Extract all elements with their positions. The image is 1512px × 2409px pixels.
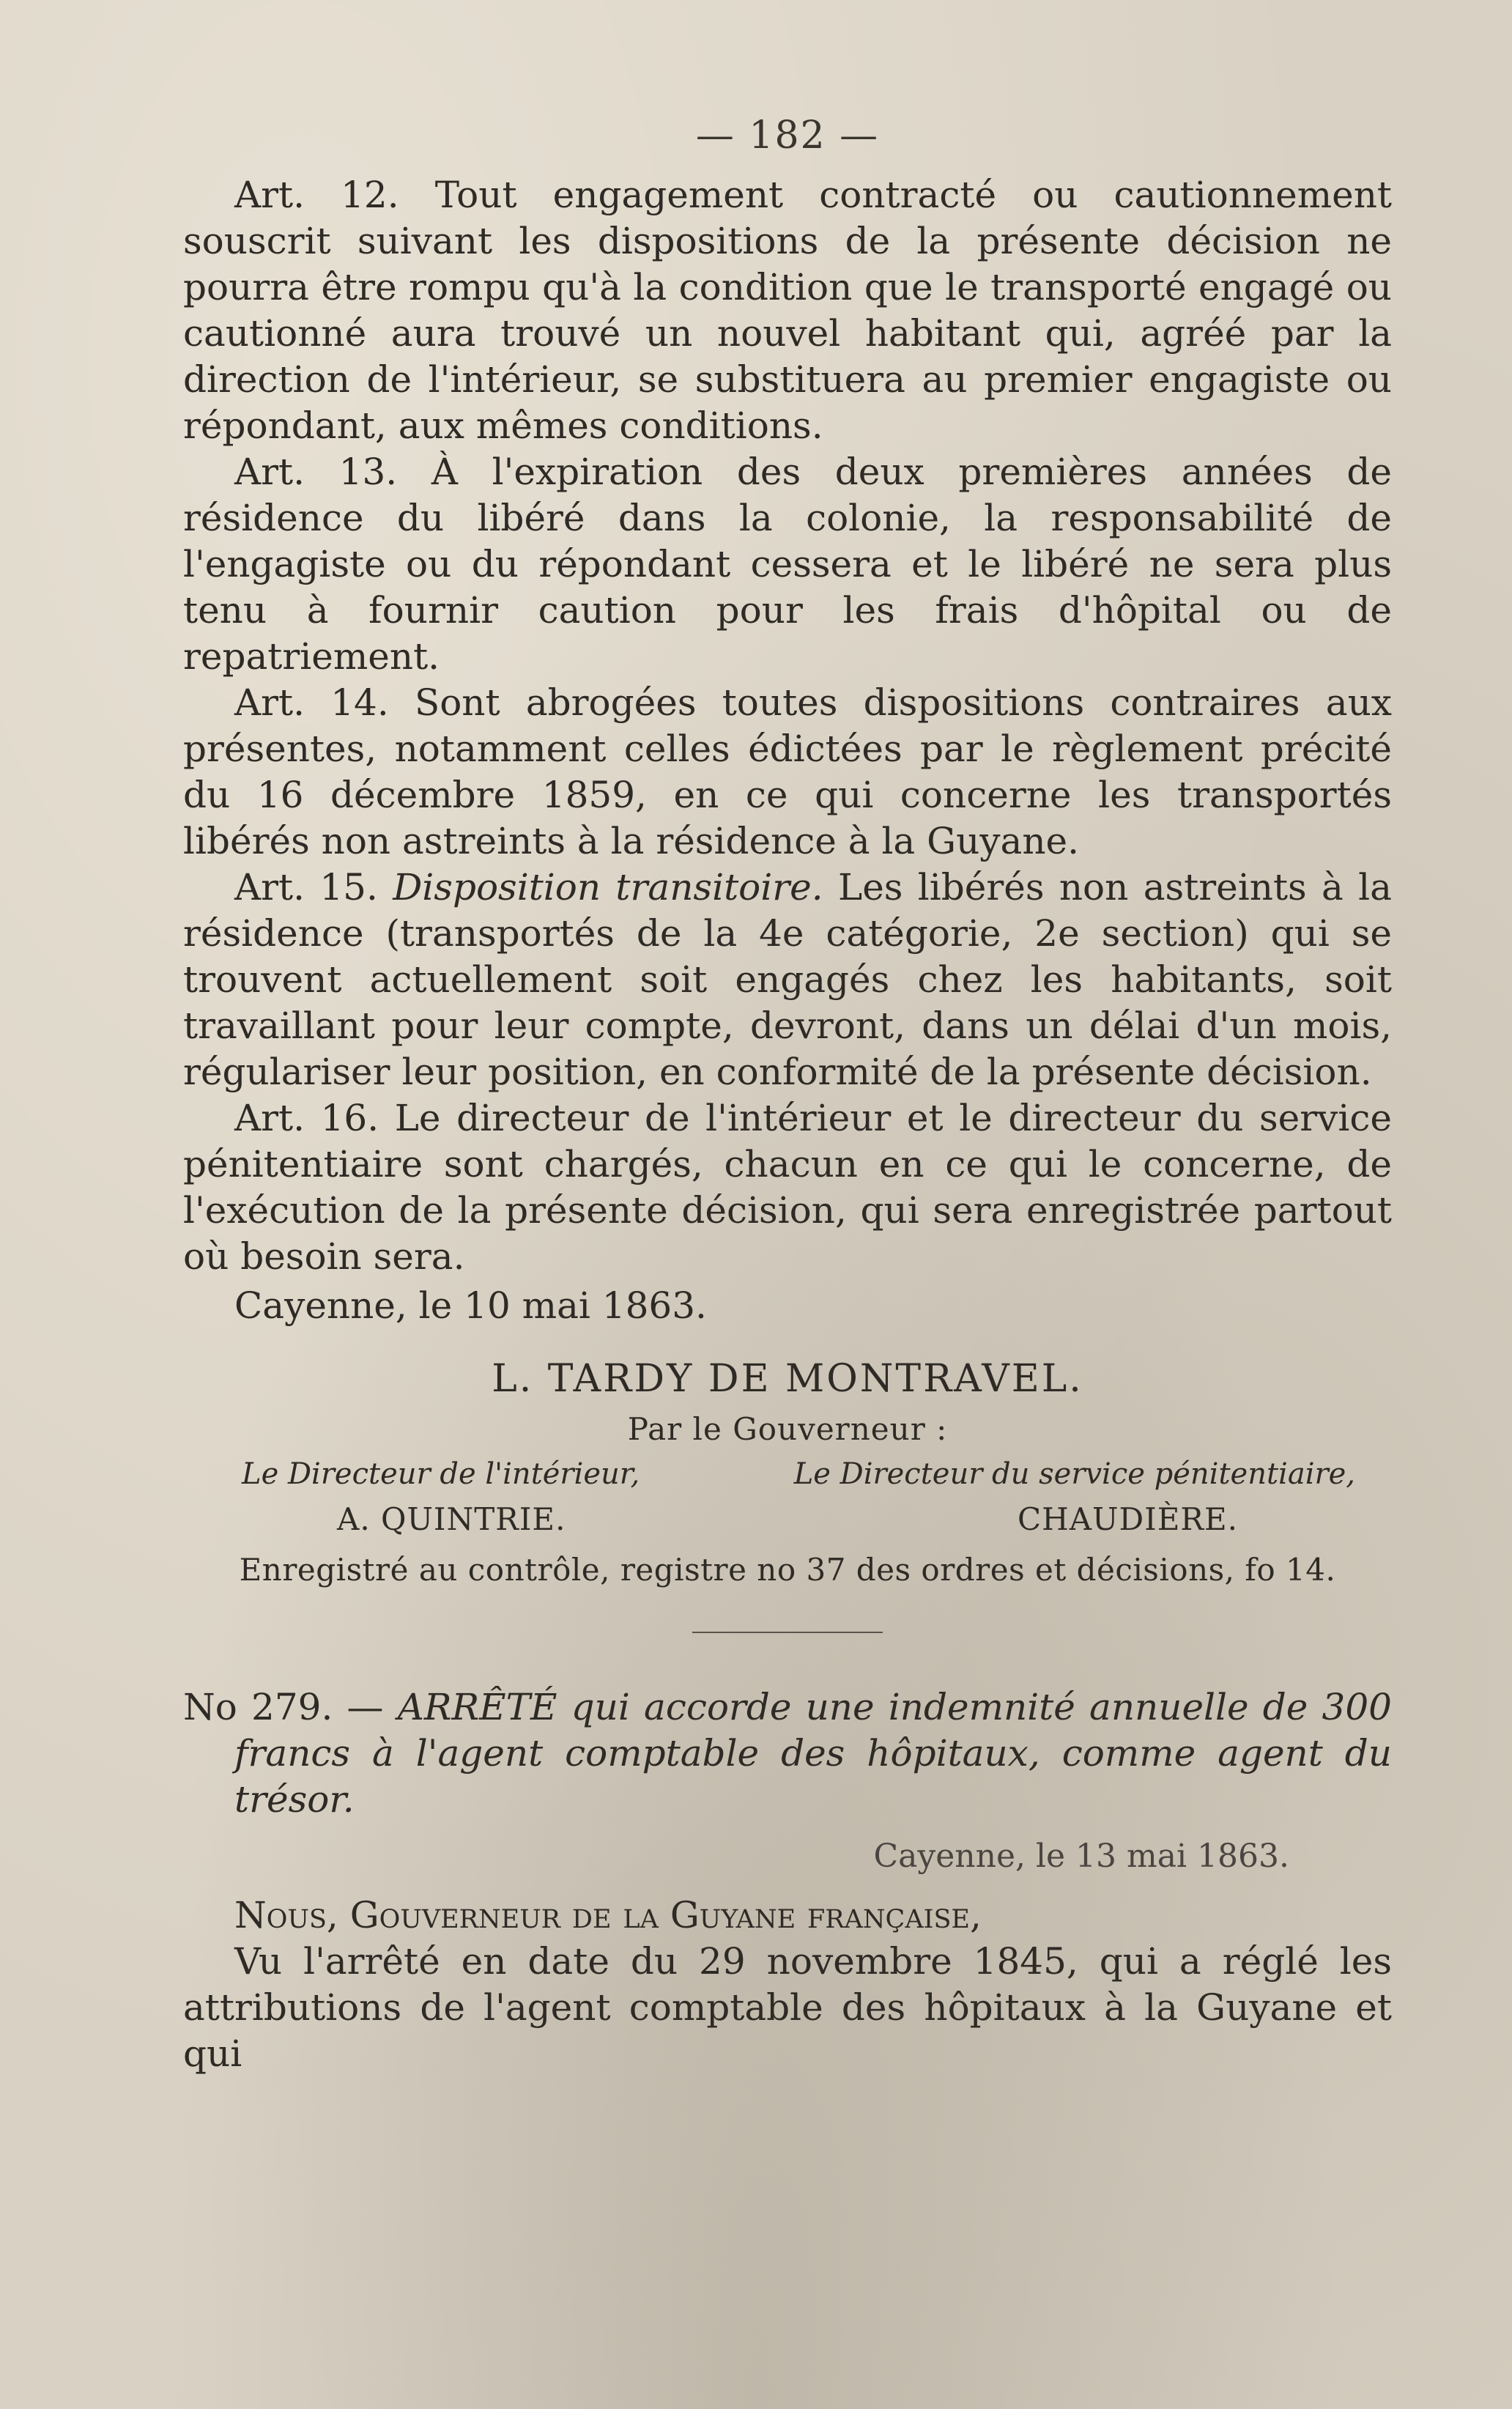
registry-note: Enregistré au contrôle, registre no 37 des ordres et décisions, fo 14. — [239, 1552, 1336, 1588]
arrete-vu-text: Vu l'arrêté en date du 29 novembre 1845, qui a réglé les attributions de l'agent comptable des hôpitaux à la Guyane et qui — [183, 1940, 1392, 2075]
article-15 — [183, 865, 1392, 1095]
article-text: Tout engagement contracté ou cautionnement souscrit suivant les dispositions de la présente décision ne pourra être rompu qu'à la condition que le transporté engagé ou cautionné aura trouvé un nouvel habitant qui, agréé par la direction de l'intérieur, se substituera au premier engagiste ou répondant, aux mêmes conditions. — [183, 174, 1392, 447]
arrete-date: Cayenne, le 13 mai 1863. — [873, 1838, 1289, 1875]
article-text: Sont abrogées toutes dispositions contraires aux présentes, notamment celles édictées par le règlement précité du 16 décembre 1859, en ce qui concerne les transportés libérés non astreints à la résidence à la Guyane. — [183, 681, 1393, 862]
article-16 — [183, 1095, 1392, 1280]
penitentiary-director-name: CHAUDIÈRE. — [1017, 1501, 1238, 1537]
officer-names — [183, 1501, 1392, 1537]
article-text: À l'expiration des deux premières années de résidence du libéré dans la colonie, la responsabilité de l'engagiste ou du répondant cessera et le libéré ne sera plus tenu à fournir caution pour les frais d'hôpital ou de repatriement. — [183, 451, 1392, 678]
article-12 — [183, 172, 1392, 449]
arrete-vu — [183, 1939, 1392, 2077]
dateline: Cayenne, le 10 mai 1863. — [234, 1284, 707, 1327]
article-14 — [183, 680, 1392, 865]
article-label: Art. 14. — [234, 681, 389, 724]
arrete-title: ARRÊTÉ qui accorde une indemnité annuelle de 300 francs à l'agent comptable des hôpitaux, comme agent du trésor. — [234, 1686, 1392, 1821]
officer-titles — [183, 1457, 1392, 1491]
document-page — [183, 114, 1392, 2077]
arrete-number: No 279. — — [183, 1686, 384, 1728]
article-label: Art. 15. — [234, 866, 378, 909]
article-label: Art. 16. — [234, 1097, 379, 1139]
article-text: Les libérés non astreints à la résidence (transportés de la 4e catégorie, 2e section) qui se trouvent actuellement soit engagés chez les habitants, soit travaillant pour leur compte, devront, dans un délai d'un mois, régulariser leur position, en conformité de la présente décision. — [183, 866, 1392, 1093]
arrete-intro — [183, 1892, 1392, 1939]
article-text: Le directeur de l'intérieur et le directeur du service pénitentiaire sont chargés, chacun en ce qui le concerne, de l'exécution de la présente décision, qui sera enregistrée partout où besoin sera. — [183, 1097, 1393, 1278]
page-number: — 182 — — [695, 114, 880, 158]
article-label: Art. 12. — [234, 174, 399, 216]
interior-director-title: Le Directeur de l'intérieur, — [242, 1457, 640, 1491]
article-subtitle: Disposition transitoire. — [393, 866, 823, 909]
governor-signature: L. TARDY DE MONTRAVEL. — [492, 1357, 1083, 1401]
arrete-intro-text: Nous, Gouverneur de la Guyane française, — [234, 1894, 982, 1936]
interior-director-name: A. QUINTRIE. — [337, 1501, 566, 1537]
section-divider — [692, 1632, 883, 1633]
arrete-heading — [183, 1684, 1392, 1823]
penitentiary-director-title: Le Directeur du service pénitentiaire, — [793, 1457, 1355, 1491]
article-label: Art. 13. — [234, 451, 398, 493]
article-13 — [183, 449, 1392, 680]
par-le-gouverneur: Par le Gouverneur : — [627, 1411, 948, 1447]
